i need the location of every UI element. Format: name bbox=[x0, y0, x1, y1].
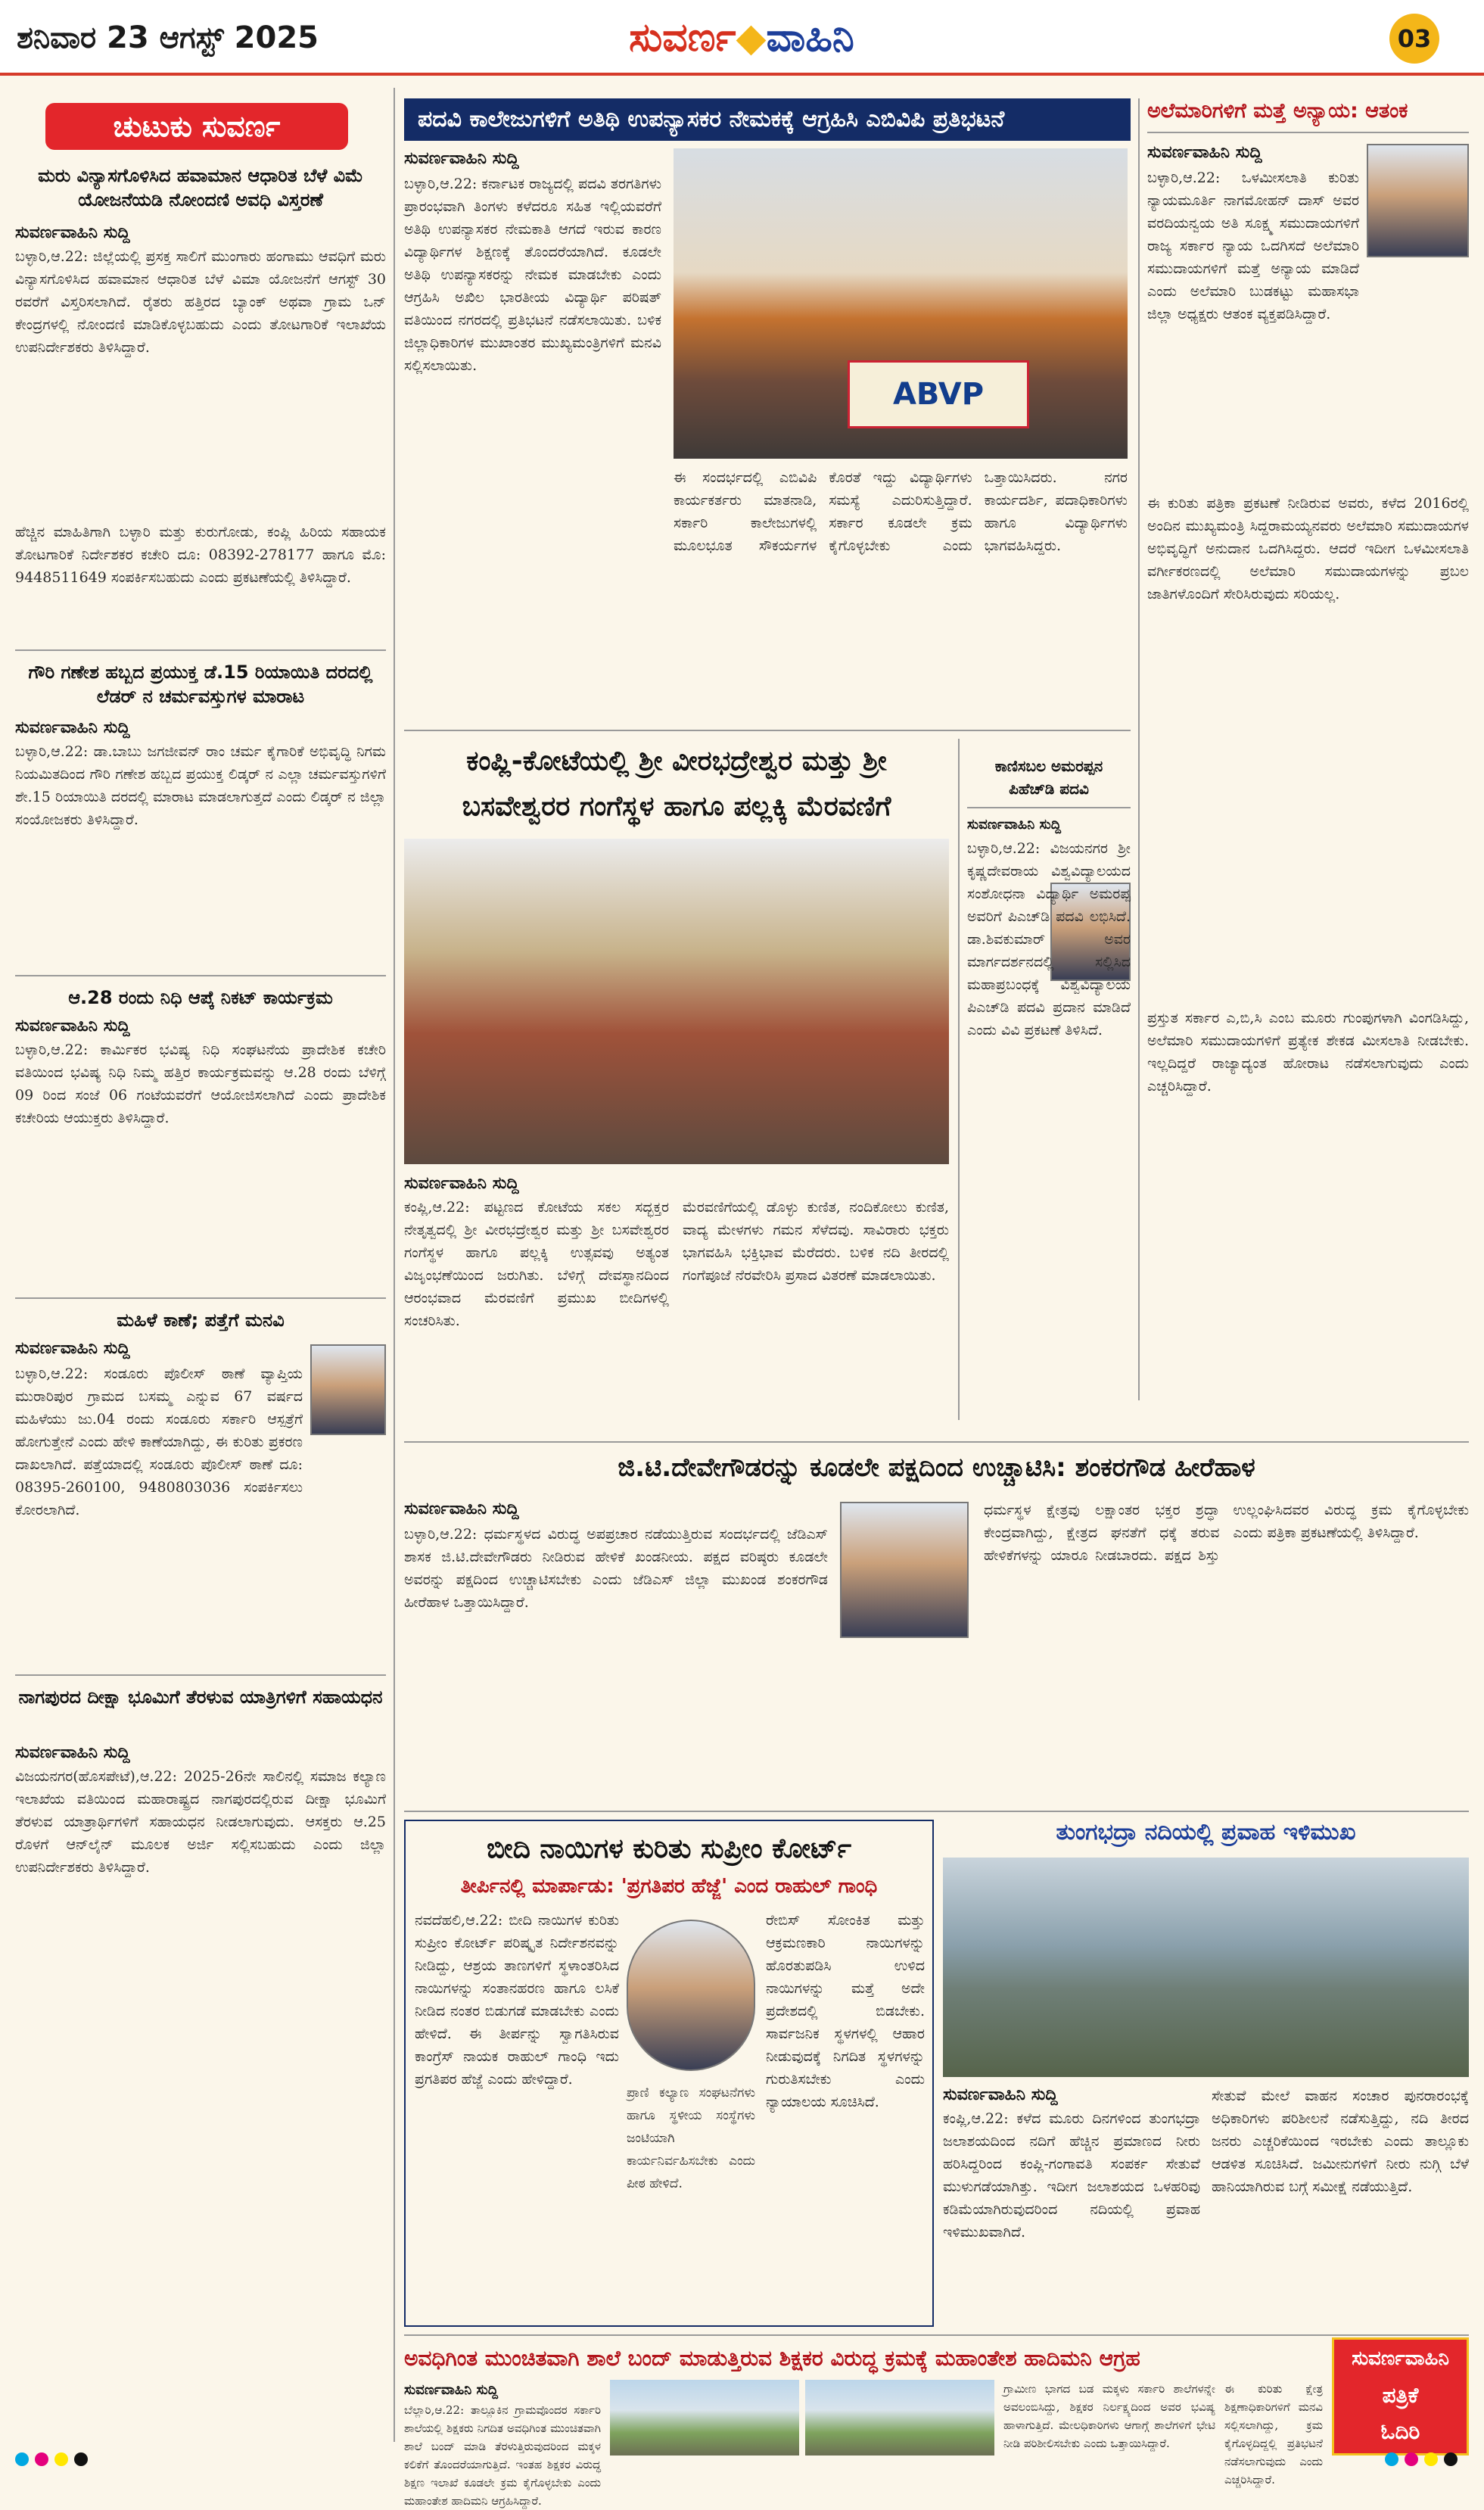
story-body: ನವದೆಹಲಿ,ಆ.22: ಬೀದಿ ನಾಯಿಗಳ ಕುರಿತು ಸುಪ್ರೀಂ ಕೋರ್ಟ್ ಪರಿಷ್ಕೃತ ನಿರ್ದೇಶನವನ್ನು ನೀಡಿದ್ದು, ಆಶ್ರಯ ತಾಣಗಳಿಗೆ ಸ್ಥಳಾಂತರಿಸಿದ ನಾಯಿಗಳನ್ನು ಸಂತಾನಹರಣ ಹಾಗೂ ಲಸಿಕೆ ನೀಡಿದ ನಂತರ ಬಿಡುಗಡೆ ಮಾಡಬೇಕು ಎಂದು ಹೇಳಿದೆ. ಈ ತೀರ್ಪನ್ನು ಸ್ವಾಗತಿಸಿರುವ ಕಾಂಗ್ರೆಸ್ ನಾಯಕ ರಾಹುಲ್ ಗಾಂಧಿ ಇದು ಪ್ರಗತಿಪರ ಹೆಜ್ಜೆ ಎಂದು ಹೇಳಿದ್ದಾರೆ. bbox=[415, 1912, 619, 2088]
story-headline: ನಾಗಪುರದ ದೀಕ್ಷಾ ಭೂಮಿಗೆ ತೆರಳುವ ಯಾತ್ರಿಗಳಿಗೆ ಸಹಾಯಧನ bbox=[18, 1686, 383, 1708]
divider bbox=[967, 807, 1131, 808]
divider bbox=[404, 1811, 1469, 1812]
page-number: 03 bbox=[1389, 14, 1439, 64]
logo-part-1: ಸುವರ್ಣ bbox=[629, 14, 736, 61]
story-byline: ಸುವರ್ಣವಾಹಿನಿ ಸುದ್ದಿ bbox=[15, 223, 130, 242]
story-body-continued: ಸೇತುವೆ ಮೇಲೆ ವಾಹನ ಸಂಚಾರ ಪುನರಾರಂಭಕ್ಕೆ ಅಧಿಕಾರಿಗಳು ಪರಿಶೀಲನೆ ನಡೆಸುತ್ತಿದ್ದು, ನದಿ ತೀರದ ಜನರು ಎಚ್ಚರಿಕೆಯಿಂದ ಇರಬೇಕು ಎಂದು ತಾಲ್ಲೂಕು ಆಡಳಿತ ಸೂಚಿಸಿದೆ. ಜಮೀನುಗಳಿಗೆ ನೀರು ನುಗ್ಗಿ ಬೆಳೆ ಹಾನಿಯಾಗಿರುವ ಬಗ್ಗೆ ಸಮೀಕ್ಷೆ ನಡೆಯುತ್ತಿದೆ. bbox=[1212, 2088, 1469, 2195]
promo-line-2: ಪತ್ರಿಕೆ bbox=[1382, 2383, 1419, 2408]
profile-subtitle: ಪಿಹೆಚ್‌ಡಿ ಪದವಿ bbox=[1009, 780, 1089, 798]
leader-portrait bbox=[1367, 144, 1469, 257]
column-divider bbox=[958, 739, 960, 1420]
abvp-placard bbox=[848, 360, 1029, 428]
temple-festival-story bbox=[404, 739, 949, 1435]
divider bbox=[404, 730, 1131, 731]
story-body-continued: ಗ್ರಾಮೀಣ ಭಾಗದ ಬಡ ಮಕ್ಕಳು ಸರ್ಕಾರಿ ಶಾಲೆಗಳನ್ನೇ ಅವಲಂಬಿಸಿದ್ದು, ಶಿಕ್ಷಕರ ನಿರ್ಲಕ್ಷ್ಯದಿಂದ ಅವರ ಭವಿಷ್ಯ ಹಾಳಾಗುತ್ತಿದೆ. ಮೇಲಧಿಕಾರಿಗಳು ಆಗಾಗ್ಗೆ ಶಾಲೆಗಳಿಗೆ ಭೇಟಿ ನೀಡಿ ಪರಿಶೀಲಿಸಬೇಕು ಎಂದು ಒತ್ತಾಯಿಸಿದ್ದಾರೆ. bbox=[1003, 2382, 1215, 2450]
story-body-continued: ಧರ್ಮಸ್ಥಳ ಕ್ಷೇತ್ರವು ಲಕ್ಷಾಂತರ ಭಕ್ತರ ಶ್ರದ್ಧಾ ಕೇಂದ್ರವಾಗಿದ್ದು, ಕ್ಷೇತ್ರದ ಘನತೆಗೆ ಧಕ್ಕೆ ತರುವ ಹೇಳಿಕೆಗಳನ್ನು ಯಾರೂ ನೀಡಬಾರದು. ಪಕ್ಷದ ಶಿಸ್ತು ಉಲ್ಲಂಘಿಸಿದವರ ವಿರುದ್ಧ ಕ್ರಮ ಕೈಗೊಳ್ಳಬೇಕು ಎಂದು ಪತ್ರಿಕಾ ಪ್ರಕಟಣೆಯಲ್ಲಿ ತಿಳಿಸಿದ್ದಾರೆ. bbox=[984, 1502, 1469, 1564]
story-body: ಬೆಲ್ಲಾರಿ,ಆ.22: ತಾಲ್ಲೂಕಿನ ಗ್ರಾಮವೊಂದರ ಸರ್ಕಾರಿ ಶಾಲೆಯಲ್ಲಿ ಶಿಕ್ಷಕರು ನಿಗದಿತ ಅವಧಿಗಿಂತ ಮುಂಚಿತವಾಗಿ ಶಾಲೆ ಬಂದ್ ಮಾಡಿ ತೆರಳುತ್ತಿರುವುದರಿಂದ ಮಕ್ಕಳ ಕಲಿಕೆಗೆ ತೊಂದರೆಯಾಗುತ್ತಿದೆ. ಇಂತಹ ಶಿಕ್ಷಕರ ವಿರುದ್ಧ ಶಿಕ್ಷಣ ಇಲಾಖೆ ಕೂಡಲೇ ಕ್ರಮ ಕೈಗೊಳ್ಳಬೇಕು ಎಂದು ಮಹಾಂತೇಶ ಹಾದಿಮನಿ ಆಗ್ರಹಿಸಿದ್ದಾರೆ. bbox=[404, 2403, 601, 2508]
phd-profile-story bbox=[967, 739, 1131, 1420]
logo-part-2: ವಾಹಿನಿ bbox=[766, 14, 854, 61]
placard-text: ABVP bbox=[892, 377, 985, 412]
issue-date: ಶನಿವಾರ 23 ಆಗಸ್ಟ್ 2025 bbox=[17, 20, 319, 55]
story-byline: ಸುವರ್ಣವಾಹಿನಿ ಸುದ್ದಿ bbox=[404, 1499, 519, 1518]
logo-flame-icon: ◆ bbox=[736, 14, 767, 61]
promo-line-3: ಓದಿರಿ bbox=[1380, 2419, 1420, 2444]
story-byline: ಸುವರ್ಣವಾಹಿನಿ ಸುದ್ದಿ bbox=[404, 2382, 499, 2398]
story-body-continued: ಈ ಕುರಿತು ಕ್ಷೇತ್ರ ಶಿಕ್ಷಣಾಧಿಕಾರಿಗಳಿಗೆ ಮನವಿ ಸಲ್ಲಿಸಲಾಗಿದ್ದು, ಕ್ರಮ ಕೈಗೊಳ್ಳದಿದ್ದಲ್ಲಿ ಪ್ರತಿಭಟನೆ ನಡೆಸಲಾಗುವುದು ಎಂದು ಎಚ್ಚರಿಸಿದ್ದಾರೆ. bbox=[1224, 2382, 1323, 2487]
story-body-continued: ಈ ಸಂದರ್ಭದಲ್ಲಿ ಎಬಿವಿಪಿ ಕಾರ್ಯಕರ್ತರು ಮಾತನಾಡಿ, ಸರ್ಕಾರಿ ಕಾಲೇಜುಗಳಲ್ಲಿ ಮೂಲಭೂತ ಸೌಕರ್ಯಗಳ ಕೊರತೆ ಇದ್ದು ವಿದ್ಯಾರ್ಥಿಗಳು ಸಮಸ್ಯೆ ಎದುರಿಸುತ್ತಿದ್ದಾರೆ. ಸರ್ಕಾರ ಕೂಡಲೇ ಕ್ರಮ ಕೈಗೊಳ್ಳಬೇಕು ಎಂದು ಒತ್ತಾಯಿಸಿದರು. ನಗರ ಕಾರ್ಯದರ್ಶಿ, ಪದಾಧಿಕಾರಿಗಳು ಹಾಗೂ ವಿದ್ಯಾರ್ಥಿಗಳು ಭಾಗವಹಿಸಿದ್ದರು. bbox=[674, 469, 1128, 554]
magenta-dot bbox=[35, 2452, 48, 2466]
story-headline-line-2: ಬಸವೇಶ್ವರರ ಗಂಗೆಸ್ಥಳ ಹಾಗೂ ಪಲ್ಲಕ್ಕಿ ಮೆರವಣಿಗೆ bbox=[462, 791, 891, 822]
school-photo-2 bbox=[805, 2380, 994, 2456]
divider bbox=[15, 1674, 386, 1676]
story-byline: ಸುವರ್ಣವಾಹಿನಿ ಸುದ್ದಿ bbox=[967, 817, 1062, 833]
newspaper-promo-ad bbox=[1332, 2337, 1469, 2456]
story-body-continued: ಈ ಕುರಿತು ಪತ್ರಿಕಾ ಪ್ರಕಟಣೆ ನೀಡಿರುವ ಅವರು, ಕಳೆದ 2016ರಲ್ಲಿ ಅಂದಿನ ಮುಖ್ಯಮಂತ್ರಿ ಸಿದ್ದರಾಮಯ್ಯನವರು ಅಲೆಮಾರಿ ಸಮುದಾಯಗಳ ಅಭಿವೃದ್ಧಿಗೆ ಅನುದಾನ ಒದಗಿಸಿದ್ದರು. ಆದರೆ ಇದೀಗ ಒಳಮೀಸಲಾತಿ ವರ್ಗೀಕರಣದಲ್ಲಿ ಅಲೆಮಾರಿ ಸಮುದಾಯಗಳನ್ನು ಪ್ರಬಲ ಜಾತಿಗಳೊಂದಿಗೆ ಸೇರಿಸಿರುವುದು ಸರಿಯಲ್ಲ. bbox=[1147, 495, 1469, 603]
cyan-dot bbox=[1385, 2452, 1398, 2466]
politics-story bbox=[404, 1449, 1469, 1805]
story-byline: ಸುವರ್ಣವಾಹಿನಿ ಸುದ್ದಿ bbox=[943, 2085, 1058, 2104]
left-column bbox=[15, 88, 386, 2442]
story-body: ಬಳ್ಳಾರಿ,ಆ.22: ಒಳಮೀಸಲಾತಿ ಕುರಿತು ನ್ಯಾಯಮೂರ್ತಿ ನಾಗಮೋಹನ್ ದಾಸ್ ಅವರ ವರದಿಯನ್ವಯ ಅತಿ ಸೂಕ್ಷ್ಮ ಸಮುದಾಯಗಳಿಗೆ ರಾಜ್ಯ ಸರ್ಕಾರ ನ್ಯಾಯ ಒದಗಿಸದೆ ಅಲೆಮಾರಿ ಸಮುದಾಯಗಳಿಗೆ ಮತ್ತೆ ಅನ್ಯಾಯ ಮಾಡಿದೆ ಎಂದು ಅಲೆಮಾರಿ ಬುಡಕಟ್ಟು ಮಹಾಸಭಾ ಜಿಲ್ಲಾ ಅಧ್ಯಕ್ಷರು ಆತಂಕ ವ್ಯಕ್ತಪಡಿಸಿದ್ದಾರೆ. bbox=[1147, 170, 1359, 322]
story-body-continued: ಮೆರವಣಿಗೆಯಲ್ಲಿ ಡೊಳ್ಳು ಕುಣಿತ, ನಂದಿಕೋಲು ಕುಣಿತ, ವಾದ್ಯ ಮೇಳಗಳು ಗಮನ ಸೆಳೆದವು. ಸಾವಿರಾರು ಭಕ್ತರು ಭಾಗವಹಿಸಿ ಭಕ್ತಿಭಾವ ಮೆರೆದರು. ಬಳಿಕ ನದಿ ತೀರದಲ್ಲಿ ಗಂಗೆಪೂಜೆ ನೆರವೇರಿಸಿ ಪ್ರಸಾದ ವಿತರಣೆ ಮಾಡಲಾಯಿತು. bbox=[683, 1199, 949, 1284]
procession-photo bbox=[404, 839, 949, 1164]
protest-photo bbox=[674, 148, 1128, 459]
story-body: ಬಳ್ಳಾರಿ,ಆ.22: ಕಾರ್ಮಿಕರ ಭವಿಷ್ಯ ನಿಧಿ ಸಂಘಟನೆಯ ಪ್ರಾದೇಶಿಕ ಕಚೇರಿ ವತಿಯಿಂದ ಭವಿಷ್ಯ ನಿಧಿ ನಿಮ್ಮ ಹತ್ತಿರ ಕಾರ್ಯಕ್ರಮವನ್ನು ಆ.28 ರಂದು ಬೆಳಿಗ್ಗೆ 09 ರಿಂದ ಸಂಜೆ 06 ಗಂಟೆಯವರೆಗೆ ಆಯೋಜಿಸಲಾಗಿದೆ ಎಂದು ಪ್ರಾದೇಶಿಕ ಕಚೇರಿಯ ಆಯುಕ್ತರು ತಿಳಿಸಿದ್ದಾರೆ. bbox=[15, 1042, 386, 1126]
story-body: ಬಳ್ಳಾರಿ,ಆ.22: ಸಂಡೂರು ಪೊಲೀಸ್ ಠಾಣೆ ವ್ಯಾಪ್ತಿಯ ಮುರಾರಿಪುರ ಗ್ರಾಮದ ಬಸಮ್ಮ ಎನ್ನುವ 67 ವರ್ಷದ ಮಹಿಳೆಯು ಜು.04 ರಂದು ಸಂಡೂರು ಸರ್ಕಾರಿ ಆಸ್ಪತ್ರೆಗೆ ಹೋಗುತ್ತೇನೆ ಎಂದು ಹೇಳಿ ಕಾಣೆಯಾಗಿದ್ದು, ಈ ಕುರಿತು ಪ್ರಕರಣ ದಾಖಲಾಗಿದೆ. ಪತ್ತೆಯಾದಲ್ಲಿ ಸಂಡೂರು ಪೊಲೀಸ್ ಠಾಣೆ ದೂ: 08395-260100, 9480803036 ಸಂಪರ್ಕಿಸಲು ಕೋರಲಾಗಿದೆ. bbox=[15, 1366, 303, 1518]
story-headline: ಗೌರಿ ಗಣೇಶ ಹಬ್ಬದ ಪ್ರಯುಕ್ತ ಡೆ.15 ರಿಯಾಯಿತಿ ದರದಲ್ಲಿ ಲೆಡರ್ ನ ಚರ್ಮವಸ್ತುಗಳ ಮಾರಾಟ bbox=[28, 662, 373, 707]
story-byline: ಸುವರ್ಣವಾಹಿನಿ ಸುದ್ದಿ bbox=[15, 1339, 130, 1358]
divider bbox=[404, 2334, 1469, 2336]
divider bbox=[1147, 132, 1469, 133]
promo-line-1: ಸುವರ್ಣವಾಹಿನಿ bbox=[1352, 2347, 1449, 2370]
masthead bbox=[0, 0, 1484, 76]
magenta-dot bbox=[1405, 2452, 1418, 2466]
story-body: ಬಳ್ಳಾರಿ,ಆ.22: ವಿಜಯನಗರ ಶ್ರೀ ಕೃಷ್ಣದೇವರಾಯ ವಿಶ್ವವಿದ್ಯಾಲಯದ ಸಂಶೋಧನಾ ವಿದ್ಯಾರ್ಥಿ ಅಮರಪ್ಪ ಅವರಿಗೆ ಪಿಎಚ್‌ಡಿ ಪದವಿ ಲಭಿಸಿದೆ. ಡಾ.ಶಿವಕುಮಾರ್ ಅವರ ಮಾರ್ಗದರ್ಶನದಲ್ಲಿ ಸಲ್ಲಿಸಿದ ಮಹಾಪ್ರಬಂಧಕ್ಕೆ ವಿಶ್ವವಿದ್ಯಾಲಯ ಪಿಎಚ್‌ಡಿ ಪದವಿ ಪ್ರದಾನ ಮಾಡಿದೆ ಎಂದು ವಿವಿ ಪ್ರಕಟಣೆ ತಿಳಿಸಿದೆ. bbox=[967, 840, 1131, 1039]
story-headline: ತುಂಗಭದ್ರಾ ನದಿಯಲ್ಲಿ ಪ್ರವಾಹ ಇಳಿಮುಖ bbox=[1056, 1819, 1356, 1845]
story-body: ಬಳ್ಳಾರಿ,ಆ.22: ಧರ್ಮಸ್ಥಳದ ವಿರುದ್ಧ ಅಪಪ್ರಚಾರ ನಡೆಯುತ್ತಿರುವ ಸಂದರ್ಭದಲ್ಲಿ ಜೆಡಿಎಸ್ ಶಾಸಕ ಜಿ.ಟಿ.ದೇವೇಗೌಡರು ನೀಡಿರುವ ಹೇಳಿಕೆ ಖಂಡನೀಯ. ಪಕ್ಷದ ವರಿಷ್ಠರು ಕೂಡಲೇ ಅವರನ್ನು ಪಕ್ಷದಿಂದ ಉಚ್ಚಾಟಿಸಬೇಕು ಎಂದು ಜೆಡಿಎಸ್ ಜಿಲ್ಲಾ ಮುಖಂಡ ಶಂಕರಗೌಡ ಹೀರೆಹಾಳ ಒತ್ತಾಯಿಸಿದ್ದಾರೆ. bbox=[404, 1526, 828, 1611]
story-body: ಬಳ್ಳಾರಿ,ಆ.22: ಜಿಲ್ಲೆಯಲ್ಲಿ ಪ್ರಸಕ್ತ ಸಾಲಿಗೆ ಮುಂಗಾರು ಹಂಗಾಮು ಆವಧಿಗೆ ಮರು ವಿನ್ಯಾಸಗೊಳಿಸಿದ ಹವಾಮಾನ ಆಧಾರಿತ ಬೆಳೆ ವಿಮಾ ಯೋಜನೆಗೆ ಆಗಸ್ಟ್ 30 ರವರೆಗೆ ವಿಸ್ತರಿಸಲಾಗಿದೆ. ರೈತರು ಹತ್ತಿರದ ಬ್ಯಾಂಕ್ ಅಥವಾ ಗ್ರಾಮ ಒನ್ ಕೇಂದ್ರಗಳಲ್ಲಿ ನೋಂದಣಿ ಮಾಡಿಕೊಳ್ಳಬಹುದು ಎಂದು ತೋಟಗಾರಿಕೆ ಇಲಾಖೆಯ ಉಪನಿರ್ದೇಶಕರು ತಿಳಿಸಿದ್ದಾರೆ. bbox=[15, 248, 386, 356]
column-divider bbox=[394, 88, 395, 2442]
story-body-continued: ಪ್ರಾಣಿ ಕಲ್ಯಾಣ ಸಂಘಟನೆಗಳು ಹಾಗೂ ಸ್ಥಳೀಯ ಸಂಸ್ಥೆಗಳು ಜಂಟಿಯಾಗಿ ಕಾರ್ಯನಿರ್ವಹಿಸಬೇಕು ಎಂದು ಪೀಠ ಹೇಳಿದೆ. bbox=[627, 2085, 755, 2191]
school-story-banner: ಅವಧಿಗಿಂತ ಮುಂಚಿತವಾಗಿ ಶಾಲೆ ಬಂದ್ ಮಾಡುತ್ತಿರುವ ಶಿಕ್ಷಕರ ವಿರುದ್ಧ ಕ್ರಮಕ್ಕೆ ಮಹಾಂತೇಶ ಹಾದಿಮನಿ ಆಗ್ರಹ bbox=[404, 2346, 1140, 2371]
divider bbox=[15, 649, 386, 651]
right-top-story bbox=[1147, 98, 1469, 1400]
story-headline: ಅಲೆಮಾರಿಗಳಿಗೆ ಮತ್ತೆ ಅನ್ಯಾಯ: ಆತಂಕ bbox=[1147, 99, 1408, 123]
newspaper-logo bbox=[522, 8, 961, 68]
divider bbox=[404, 1441, 1469, 1443]
divider bbox=[15, 1297, 386, 1299]
cyan-dot bbox=[15, 2452, 29, 2466]
print-registration-marks bbox=[1385, 2452, 1476, 2469]
story-body: ವಿಜಯನಗರ(ಹೊಸಪೇಟೆ),ಆ.22: 2025-26ನೇ ಸಾಲಿನಲ್ಲಿ ಸಮಾಜ ಕಲ್ಯಾಣ ಇಲಾಖೆಯ ವತಿಯಿಂದ ಮಹಾರಾಷ್ಟ್ರದ ನಾಗಪುರದಲ್ಲಿರುವ ದೀಕ್ಷಾ ಭೂಮಿಗೆ ತೆರಳುವ ಯಾತ್ರಾರ್ಥಿಗಳಿಗೆ ಸಹಾಯಧನ ನೀಡಲಾಗುವುದು. ಆಸಕ್ತರು ಆ.25 ರೊಳಗೆ ಆನ್‌ಲೈನ್ ಮೂಲಕ ಅರ್ಜಿ ಸಲ್ಲಿಸಬಹುದು ಎಂದು ಜಿಲ್ಲಾ ಉಪನಿರ್ದೇಶಕರು ತಿಳಿಸಿದ್ದಾರೆ. bbox=[15, 1768, 386, 1876]
section-title: ಚುಟುಕು ಸುವರ್ಣ bbox=[45, 103, 348, 150]
story-byline: ಸುವರ್ಣವಾಹಿನಿ ಸುದ್ದಿ bbox=[404, 149, 519, 168]
divider bbox=[15, 975, 386, 976]
school-photo-1 bbox=[610, 2380, 799, 2456]
profile-title: ಕಾಣಿಸಬಲ ಅಮರಪ್ಪನ bbox=[994, 757, 1103, 775]
story-byline: ಸುವರ್ಣವಾಹಿನಿ ಸುದ್ದಿ bbox=[404, 1174, 519, 1193]
lead-story bbox=[404, 148, 1131, 724]
story-headline: ಆ.28 ರಂದು ನಿಧಿ ಆಪ್ಕೆ ನಿಕಟ್ ಕಾರ್ಯಕ್ರಮ bbox=[68, 987, 333, 1008]
yellow-dot bbox=[1424, 2452, 1438, 2466]
story-body: ಬಳ್ಳಾರಿ,ಆ.22: ಡಾ.ಬಾಬು ಜಗಜೀವನ್ ರಾಂ ಚರ್ಮ ಕೈಗಾರಿಕೆ ಅಭಿವೃದ್ಧಿ ನಿಗಮ ನಿಯಮಿತದಿಂದ ಗೌರಿ ಗಣೇಶ ಹಬ್ಬದ ಪ್ರಯುಕ್ತ ಲಿಡ್ಕರ್ ನ ಎಲ್ಲಾ ಚರ್ಮವಸ್ತುಗಳಿಗೆ ಶೇ.15 ರಿಯಾಯಿತಿ ದರದಲ್ಲಿ ಮಾರಾಟ ಮಾಡಲಾಗುತ್ತದೆ ಎಂದು ಲಿಡ್ಕರ್ ನ ಜಿಲ್ಲಾ ಸಂಯೋಜಕರು ತಿಳಿಸಿದ್ದಾರೆ. bbox=[15, 743, 386, 828]
politician-portrait bbox=[840, 1502, 969, 1638]
black-dot bbox=[74, 2452, 88, 2466]
rahul-gandhi-portrait bbox=[627, 1920, 755, 2071]
supreme-court-dogs-story bbox=[404, 1820, 934, 2327]
story-byline: ಸುವರ್ಣವಾಹಿನಿ ಸುದ್ದಿ bbox=[15, 1017, 130, 1035]
story-byline: ಸುವರ್ಣವಾಹಿನಿ ಸುದ್ದಿ bbox=[15, 718, 130, 737]
black-dot bbox=[1444, 2452, 1458, 2466]
story-headline: ಮಹಿಳೆ ಕಾಣೆ; ಪತ್ತೆಗೆ ಮನವಿ bbox=[117, 1309, 285, 1331]
story-byline: ಸುವರ್ಣವಾಹಿನಿ ಸುದ್ದಿ bbox=[15, 1743, 130, 1762]
story-headline: ಬೀದಿ ನಾಯಿಗಳ ಕುರಿತು ಸುಪ್ರೀಂ ಕೋರ್ಟ್ bbox=[487, 1833, 851, 1864]
story-body-continued: ಪ್ರಸ್ತುತ ಸರ್ಕಾರ ಎ,ಬಿ,ಸಿ ಎಂಬ ಮೂರು ಗುಂಪುಗಳಾಗಿ ವಿಂಗಡಿಸಿದ್ದು, ಅಲೆಮಾರಿ ಸಮುದಾಯಗಳಿಗೆ ಪ್ರತ್ಯೇಕ ಶೇಕಡ ಮೀಸಲಾತಿ ನೀಡಬೇಕು. ಇಲ್ಲದಿದ್ದರೆ ರಾಜ್ಯಾದ್ಯಂತ ಹೋರಾಟ ನಡೆಸಲಾಗುವುದು ಎಂದು ಎಚ್ಚರಿಸಿದ್ದಾರೆ. bbox=[1147, 1010, 1469, 1095]
column-divider bbox=[1138, 98, 1140, 1400]
story-headline: ಮರು ವಿನ್ಯಾಸಗೊಳಿಸಿದ ಹವಾಮಾನ ಆಧಾರಿತ ಬೆಳೆ ವಿಮೆ ಯೋಜನೆಯಡಿ ನೋಂದಣಿ ಅವಧಿ ವಿಸ್ತರಣೆ bbox=[38, 165, 363, 210]
print-registration-marks bbox=[15, 2452, 242, 2469]
river-flood-story bbox=[943, 1820, 1469, 2327]
story-contacts: ಹೆಚ್ಚಿನ ಮಾಹಿತಿಗಾಗಿ ಬಳ್ಳಾರಿ ಮತ್ತು ಕುರುಗೋಡು, ಕಂಪ್ಲಿ ಹಿರಿಯ ಸಹಾಯಕ ತೋಟಗಾರಿಕೆ ನಿರ್ದೇಶಕರ ಕಚೇರಿ ದೂ: 08392-278177 ಹಾಗೂ ಮೊ: 9448511649 ಸಂಪರ್ಕಿಸಬಹುದು ಎಂದು ಪ್ರಕಟಣೆಯಲ್ಲಿ ತಿಳಿಸಿದ್ದಾರೆ. bbox=[15, 524, 386, 586]
story-body: ಕಂಪ್ಲಿ,ಆ.22: ಕಳೆದ ಮೂರು ದಿನಗಳಿಂದ ತುಂಗಭದ್ರಾ ಜಲಾಶಯದಿಂದ ನದಿಗೆ ಹೆಚ್ಚಿನ ಪ್ರಮಾಣದ ನೀರು ಹರಿಸಿದ್ದರಿಂದ ಕಂಪ್ಲಿ-ಗಂಗಾವತಿ ಸಂಪರ್ಕ ಸೇತುವೆ ಮುಳುಗಡೆಯಾಗಿತ್ತು. ಇದೀಗ ಜಲಾಶಯದ ಒಳಹರಿವು ಕಡಿಮೆಯಾಗಿರುವುದರಿಂದ ನದಿಯಲ್ಲಿ ಪ್ರವಾಹ ಇಳಿಮುಖವಾಗಿದೆ. bbox=[943, 2110, 1200, 2241]
story-headline: ಜಿ.ಟಿ.ದೇವೇಗೌಡರನ್ನು ಕೂಡಲೇ ಪಕ್ಷದಿಂದ ಉಚ್ಚಾಟಿಸಿ: ಶಂಕರಗೌಡ ಹೀರೆಹಾಳ bbox=[618, 1453, 1255, 1483]
river-bridge-photo bbox=[943, 1858, 1469, 2077]
yellow-dot bbox=[54, 2452, 68, 2466]
story-subheadline: ತೀರ್ಪಿನಲ್ಲಿ ಮಾರ್ಪಾಡು: 'ಪ್ರಗತಿಪರ ಹೆಜ್ಜೆ' ಎಂದ ರಾಹುಲ್ ಗಾಂಧಿ bbox=[460, 1875, 878, 1898]
missing-woman-photo bbox=[310, 1344, 386, 1435]
story-byline: ಸುವರ್ಣವಾಹಿನಿ ಸುದ್ದಿ bbox=[1147, 143, 1262, 162]
story-body: ಕಂಪ್ಲಿ,ಆ.22: ಪಟ್ಟಣದ ಕೋಟೆಯ ಸಕಲ ಸದ್ಭಕ್ತರ ನೇತೃತ್ವದಲ್ಲಿ ಶ್ರೀ ವೀರಭದ್ರೇಶ್ವರ ಮತ್ತು ಶ್ರೀ ಬಸವೇಶ್ವರರ ಗಂಗೆಸ್ಥಳ ಹಾಗೂ ಪಲ್ಲಕ್ಕಿ ಉತ್ಸವವು ಅತ್ಯಂತ ವಿಜೃಂಭಣೆಯಿಂದ ಜರುಗಿತು. ಬೆಳಿಗ್ಗೆ ದೇವಸ್ಥಾನದಿಂದ ಆರಂಭವಾದ ಮೆರವಣಿಗೆ ಪ್ರಮುಖ ಬೀದಿಗಳಲ್ಲಿ ಸಂಚರಿಸಿತು. bbox=[404, 1199, 669, 1329]
lead-story-banner: ಪದವಿ ಕಾಲೇಜುಗಳಿಗೆ ಅತಿಥಿ ಉಪನ್ಯಾಸಕರ ನೇಮಕಕ್ಕೆ ಆಗ್ರಹಿಸಿ ಎಬಿವಿಪಿ ಪ್ರತಿಭಟನೆ bbox=[404, 98, 1131, 141]
story-body-continued: ರೇಬಿಸ್ ಸೋಂಕಿತ ಮತ್ತು ಆಕ್ರಮಣಕಾರಿ ನಾಯಿಗಳನ್ನು ಹೊರತುಪಡಿಸಿ ಉಳಿದ ನಾಯಿಗಳನ್ನು ಮತ್ತೆ ಅದೇ ಪ್ರದೇಶದಲ್ಲಿ ಬಿಡಬೇಕು. ಸಾರ್ವಜನಿಕ ಸ್ಥಳಗಳಲ್ಲಿ ಆಹಾರ ನೀಡುವುದಕ್ಕೆ ನಿಗದಿತ ಸ್ಥಳಗಳನ್ನು ಗುರುತಿಸಬೇಕು ಎಂದು ನ್ಯಾಯಾಲಯ ಸೂಚಿಸಿದೆ. bbox=[766, 1912, 925, 2110]
story-body: ಬಳ್ಳಾರಿ,ಆ.22: ಕರ್ನಾಟಕ ರಾಜ್ಯದಲ್ಲಿ ಪದವಿ ತರಗತಿಗಳು ಪ್ರಾರಂಭವಾಗಿ ತಿಂಗಳು ಕಳೆದರೂ ಸಹಿತ ಇಲ್ಲಿಯವರೆಗೆ ಅತಿಥಿ ಉಪನ್ಯಾಸಕರ ನೇಮಕಾತಿ ಆಗದೆ ಇರುವ ಕಾರಣ ವಿದ್ಯಾರ್ಥಿಗಳ ಶಿಕ್ಷಣಕ್ಕೆ ತೊಂದರೆಯಾಗಿದೆ. ಕೂಡಲೇ ಅತಿಥಿ ಉಪನ್ಯಾಸಕರನ್ನು ನೇಮಕ ಮಾಡಬೇಕು ಎಂದು ಆಗ್ರಹಿಸಿ ಅಖಿಲ ಭಾರತೀಯ ವಿದ್ಯಾರ್ಥಿ ಪರಿಷತ್ ವತಿಯಿಂದ ನಗರದಲ್ಲಿ ಪ್ರತಿಭಟನೆ ನಡೆಸಲಾಯಿತು. ಬಳಿಕ ಜಿಲ್ಲಾಧಿಕಾರಿಗಳ ಮುಖಾಂತರ ಮುಖ್ಯಮಂತ್ರಿಗಳಿಗೆ ಮನವಿ ಸಲ್ಲಿಸಲಾಯಿತು. bbox=[404, 176, 661, 374]
story-headline-line-1: ಕಂಪ್ಲಿ-ಕೋಟೆಯಲ್ಲಿ ಶ್ರೀ ವೀರಭದ್ರೇಶ್ವರ ಮತ್ತು ಶ್ರೀ bbox=[466, 746, 887, 777]
